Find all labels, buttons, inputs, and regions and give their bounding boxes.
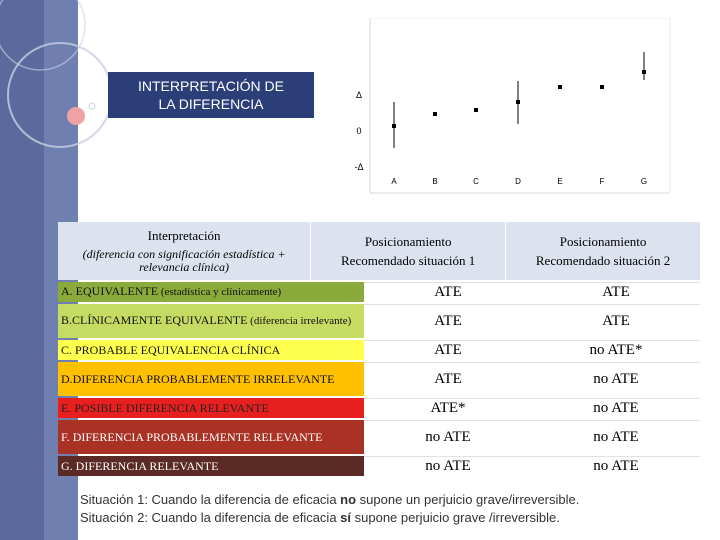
x-tick-label: D bbox=[515, 177, 521, 186]
row-situation-2: no ATE bbox=[532, 362, 700, 396]
x-tick-label: F bbox=[599, 177, 605, 186]
x-tick-label: G bbox=[640, 177, 648, 186]
row-label: F. DIFERENCIA PROBABLEMENTE RELEVANTE bbox=[61, 429, 323, 444]
row-interpretation bbox=[58, 420, 364, 454]
footer-line-2-post: supone perjuicio grave /irreversible. bbox=[351, 510, 560, 525]
row-label: C. PROBABLE EQUIVALENCIA CLÍNICA bbox=[61, 342, 281, 357]
table-row bbox=[58, 304, 700, 338]
footer-line-2-pre: Situación 2: Cuando la diferencia de eficacia bbox=[80, 510, 341, 525]
row-interpretation bbox=[58, 304, 364, 338]
small-ring-icon bbox=[89, 103, 95, 109]
row-note: (estadística y clínicamente) bbox=[158, 286, 282, 298]
row-situation-2: no ATE bbox=[532, 456, 700, 476]
x-tick-label: B bbox=[432, 177, 438, 186]
row-label: B.CLÍNICAMENTE EQUIVALENTE bbox=[61, 313, 248, 327]
pink-dot-icon bbox=[67, 107, 85, 125]
header-interpretation bbox=[58, 222, 310, 280]
row-situation-1: no ATE bbox=[364, 420, 532, 454]
row-label: D.DIFERENCIA PROBABLEMENTE IRRELEVANTE bbox=[61, 371, 335, 386]
row-situation-2: no ATE bbox=[532, 420, 700, 454]
header-situation-2: Posicionamiento Recomendado situación 2 bbox=[505, 222, 700, 280]
table-row bbox=[58, 398, 700, 418]
row-situation-2: ATE bbox=[532, 282, 700, 302]
footer-line-2-em: sí bbox=[340, 510, 352, 525]
title-line-1: INTERPRETACIÓN DE bbox=[138, 78, 284, 94]
table-row bbox=[58, 282, 700, 302]
footer-line-1 bbox=[80, 491, 579, 509]
row-situation-2: ATE bbox=[532, 304, 700, 338]
title-line-2: LA DIFERENCIA bbox=[158, 96, 264, 112]
row-situation-2: no ATE bbox=[532, 398, 700, 418]
header-interpretation-title: Interpretación bbox=[147, 227, 221, 243]
row-label: G. DIFERENCIA RELEVANTE bbox=[61, 458, 219, 473]
footer-line-1-em: no bbox=[340, 492, 357, 507]
point-marker-B bbox=[433, 112, 437, 116]
row-label: A. EQUIVALENTE bbox=[61, 284, 159, 298]
table-row bbox=[58, 340, 700, 360]
table-row bbox=[58, 456, 700, 476]
row-situation-1: ATE bbox=[364, 362, 532, 396]
table-body bbox=[58, 282, 700, 476]
row-situation-1: ATE bbox=[364, 282, 532, 302]
row-situation-1: ATE* bbox=[364, 398, 532, 418]
row-interpretation bbox=[58, 398, 364, 418]
point-marker-D bbox=[516, 100, 520, 104]
x-tick-label: A bbox=[391, 177, 397, 186]
footer-notes bbox=[80, 491, 579, 527]
row-interpretation bbox=[58, 340, 364, 360]
point-marker-F bbox=[600, 85, 604, 89]
point-marker-A bbox=[392, 124, 396, 128]
row-situation-1: ATE bbox=[364, 340, 532, 360]
point-marker-E bbox=[558, 85, 562, 89]
footer-line-2 bbox=[80, 509, 579, 527]
interpretation-table bbox=[58, 222, 700, 476]
y-label-lower: -Δ bbox=[354, 162, 364, 172]
header-interpretation-subtitle: (diferencia con significación estadística + relevancia clínica) bbox=[82, 246, 286, 274]
point-marker-G bbox=[642, 70, 646, 74]
table-header-row bbox=[58, 222, 700, 280]
x-tick-label: E bbox=[557, 177, 563, 186]
y-label-upper: Δ bbox=[355, 90, 363, 100]
slide-title bbox=[108, 72, 314, 118]
row-situation-1: ATE bbox=[364, 304, 532, 338]
row-situation-1: no ATE bbox=[364, 456, 532, 476]
row-label: E. POSIBLE DIFERENCIA RELEVANTE bbox=[61, 400, 269, 415]
footer-line-1-post: supone un perjuicio grave/irreversible. bbox=[356, 492, 580, 507]
point-marker-C bbox=[474, 108, 478, 112]
x-tick-label: C bbox=[473, 177, 479, 186]
row-interpretation bbox=[58, 362, 364, 396]
y-label-zero: 0 bbox=[356, 126, 362, 136]
header-situation-1: Posicionamiento Recomendado situación 1 bbox=[310, 222, 505, 280]
table-row bbox=[58, 362, 700, 396]
forest-plot bbox=[340, 18, 680, 213]
footer-line-1-pre: Situación 1: Cuando la diferencia de eficacia bbox=[80, 492, 341, 507]
table-row bbox=[58, 420, 700, 454]
row-note: (diferencia irrelevante) bbox=[247, 315, 352, 327]
row-situation-2: no ATE* bbox=[532, 340, 700, 360]
row-interpretation bbox=[58, 456, 364, 476]
row-interpretation bbox=[58, 282, 364, 302]
